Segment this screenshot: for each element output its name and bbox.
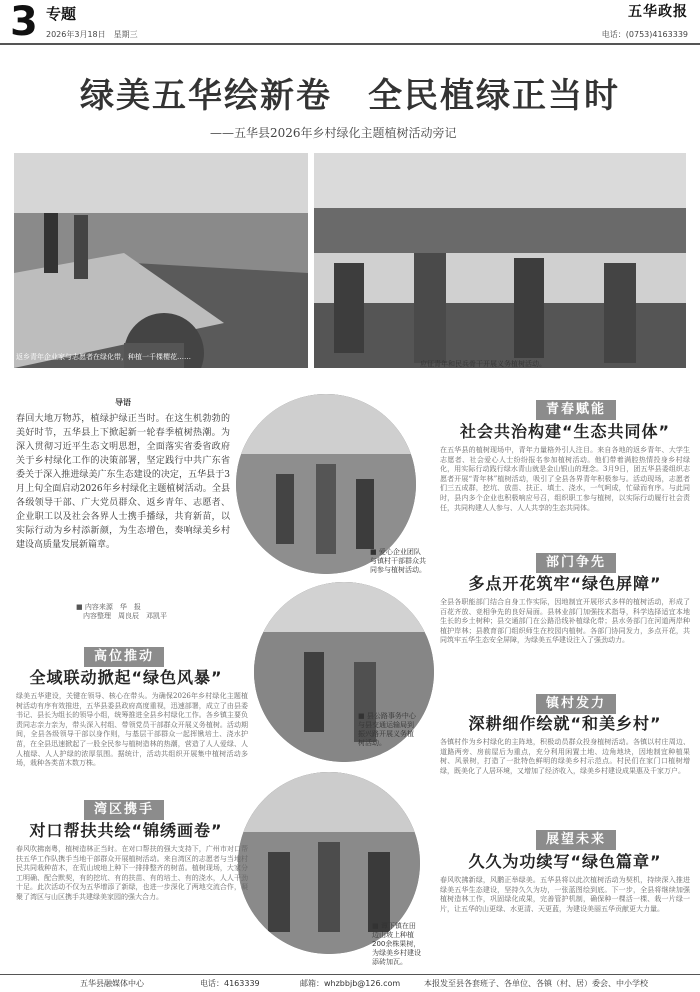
page-number: 3 — [10, 0, 38, 45]
section-text-6: 春风吹拂新绿，风鹏正举绿美。五华县将以此次植树活动为契机，持续深入推进绿美五华生态建设，坚持久久为功，一张蓝图绘到底。下一步，全县将继续加强植树造林工作，巩固绿化成果，完善管护机制，确保种一棵活一棵、栽一片绿一片，让五华的山更绿、水更清、天更蓝，为建设美丽五华贡献更大力量。 — [440, 876, 690, 913]
photo-right — [314, 153, 686, 368]
section-tag-3: 青春赋能 — [536, 400, 616, 420]
footer-email: 邮箱：whzbbjb@126.com — [300, 979, 401, 988]
date-line: 2026年3月18日 星期三 — [46, 30, 138, 39]
section-title-6: 久久为功续写“绿色篇章” — [468, 852, 662, 871]
circle-caption-3: ■ 谭下镇在田边山坡上种植200余株果树，为绿美乡村建设添砖加瓦。 — [372, 922, 421, 966]
footer-print: 本报发至县各套班子、各单位、各镇（村、居）委会、中小学校 — [424, 979, 648, 988]
newspaper-logo: 五华政报 — [628, 4, 688, 20]
section-tag-2: 湾区携手 — [84, 800, 164, 820]
masthead — [0, 0, 700, 45]
circle-caption-1: ■ 爱心企业团队与镇村干部群众共同参与植树活动。 — [370, 548, 426, 574]
headline: 绿美五华绘新卷 全民植绿正当时 — [80, 76, 620, 116]
photo-left-caption: 返乡青年企业家与志愿者在绿化带，种植一千棵樱花…… — [16, 353, 191, 361]
section-title-4: 多点开花筑牢“绿色屏障” — [468, 574, 662, 593]
section-text-1: 绿美五华建设，关键在领导、核心在带头。为确保2026年乡村绿化主题植树活动有序有效推进，五华县委县政府高度重视，迅速部署，成立了由县委书记、县长为组长的领导小组，统筹推进全县乡村绿化工作。各乡镇主要负责同志亲力亲为，带头深入村组、带领党员干部群众开展义务植树。活动期间，全县各级领导干部以身作则，与基层干部群众一起挥锹培土、浇水护苗，在全县迅速掀起了一股全民参与植树造林的热潮，营造了人人爱绿、人人植绿、人人护绿的浓厚氛围。据统计，活动共组织开展集中植树活动多场，栽种各类苗木数万株。 — [16, 692, 248, 768]
footer — [0, 974, 700, 992]
footer-tel: 电话：4163339 — [200, 979, 260, 988]
section-text-4: 全县各职能部门结合自身工作实际，因地制宜开展形式多样的植树活动，形成了百花齐放、竞相争先的良好局面。县林业部门加强技术指导，科学选择适宜本地生长的乡土树种；县交通部门在公路沿线补植绿化带；县水务部门在河道两岸种植护岸林；县教育部门组织师生在校园内植树。各部门协同发力，多点开花，共同筑牢五华生态安全屏障，为绿美五华建设注入了强劲动力。 — [440, 598, 690, 645]
section-title-2: 对口帮扶共绘“锦绣画卷” — [29, 821, 223, 840]
subtitle: ——五华县2026年乡村绿化主题植树活动旁记 — [210, 126, 457, 140]
intro-box — [16, 398, 230, 628]
circle-caption-2: ■ 县公路事务中心与县交通运输局到振兴路开展义务植树活动。 — [358, 712, 416, 747]
section-tag-5: 镇村发力 — [536, 694, 616, 714]
intro-label: 导语 — [115, 398, 131, 407]
editor-line: 电话：(0753)4163339 — [601, 30, 688, 39]
section-tag-6: 展望未来 — [536, 830, 616, 850]
footer-office: 五华县融媒体中心 — [80, 979, 144, 988]
intro-text: 春回大地万物苏，植绿护绿正当时。在这生机勃勃的美好时节，五华县上下掀起新一轮春季植树热潮。为深入贯彻习近平生态文明思想，全面落实省委省政府关于乡村绿化工作的决策部署，坚定践行中共广东省委关于深入推进绿美广东生态建设的决定，五华县于3月上旬全面启动2026年乡村绿化主题植树活动。全县各级领导干部、广大党员群众、返乡青年、志愿者、企业职工以及社会各界人士携手播绿，共育新苗，以实际行动为乡村添新颜，为生态增色，奏响绿美乡村建设高质量发展新篇章。 — [16, 414, 230, 550]
section-text-5: 各镇村作为乡村绿化的主阵地，积极动员群众投身植树活动。各镇以村庄周边、道路两旁、房前屋后为重点，充分利用闲置土地、边角地块，因地制宜种植果树、风景树，打造了一批特色鲜明的绿美乡村示范点。村民们在家门口植树增绿，既美化了人居环境，又增加了经济收入，绿美乡村建设成果惠及千家万户。 — [440, 738, 690, 775]
section-title-3: 社会共治构建“生态共同体” — [459, 422, 671, 441]
section-text-2: 春风吹拂南粤，植树造林正当时。在对口帮扶的强大支持下，广州市对口帮扶五华工作队携手当地干部群众开展植树活动。来自湾区的志愿者与当地村民共同栽种苗木，在荒山坡地上种下一排排整齐的树苗。植树现场，大家分工明确、配合默契，有的挖坑、有的扶苗、有的培土、有的浇水，人人干劲十足。此次活动不仅为五华增添了新绿，也进一步深化了两地交流合作，凝聚了湾区与山区携手共建绿美家园的强大合力。 — [16, 845, 248, 901]
section-tag-1: 高位推动 — [84, 647, 164, 667]
intro-credit: ■ 内容来源 华 报 内容整理 周良辰 邓凯平 — [76, 603, 167, 620]
section-name: 专题 — [46, 5, 77, 23]
section-title-1: 全域联动掀起“绿色风暴” — [29, 668, 223, 687]
section-title-5: 深耕细作绘就“和美乡村” — [468, 714, 662, 733]
section-tag-4: 部门争先 — [536, 553, 616, 573]
photo-left-image — [14, 153, 308, 368]
photo-right-image — [314, 153, 686, 368]
photo-left — [14, 153, 308, 368]
photo-right-caption: 应征青年和民兵骨干开展义务植树活动。 — [420, 360, 546, 368]
section-text-3: 在五华县的植树现场中，青年力量格外引人注目。来自各地的返乡青年、大学生志愿者、社会爱心人士纷纷报名参加植树活动。他们带着满腔热情投身乡村绿化，用实际行动践行绿水青山就是金山银山的理念。3月9日，团五华县委组织志愿者开展“青年林”植树活动，吸引了全县各界青年积极参与。活动现场，志愿者们三五成群，挖坑、放苗、扶正、填土、浇水，一气呵成，忙碌而有序。与此同时，县内多个企业也积极响应号召，组织职工参与植树，以实际行动履行社会责任，共同构建人人参与、人人共享的生态共同体。 — [440, 446, 690, 512]
